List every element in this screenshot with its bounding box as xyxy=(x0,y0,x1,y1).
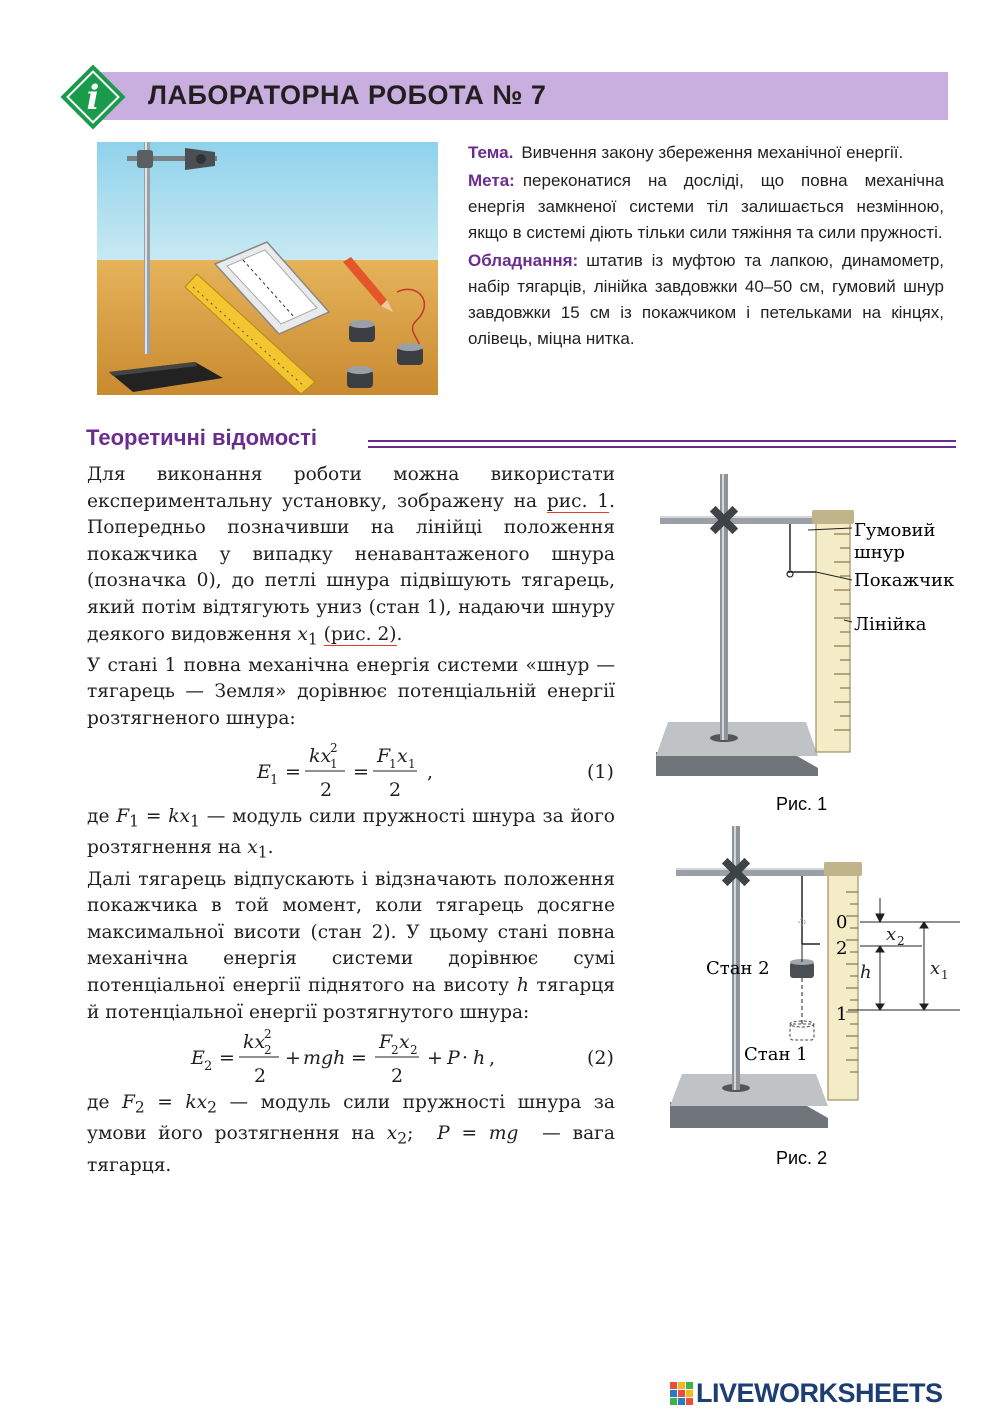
svg-text:,: , xyxy=(427,761,434,783)
svg-text:2: 2 xyxy=(389,779,402,801)
label-x1-sub: 1 xyxy=(941,968,949,982)
svg-text:=: = xyxy=(351,1047,367,1069)
label-state-1: Стан 1 xyxy=(744,1044,808,1065)
equipment-photo xyxy=(97,142,438,395)
svg-text:mgh: mgh xyxy=(303,1047,346,1069)
svg-text:1: 1 xyxy=(408,757,416,771)
equipment-paragraph xyxy=(468,248,944,352)
label-ruler: Лінійка xyxy=(854,614,927,635)
svg-text:2: 2 xyxy=(391,1065,404,1087)
body-text: тягарця й потенціальної енергії розтягнутого шнура: xyxy=(87,975,615,1023)
equation-1-number: (1) xyxy=(587,761,614,783)
figure-1-link[interactable]: рис. 1 xyxy=(546,490,610,512)
svg-text:+: + xyxy=(427,1047,443,1069)
figure-1 xyxy=(640,460,990,820)
body-text: де xyxy=(87,1092,110,1113)
svg-text:2: 2 xyxy=(264,1043,272,1057)
var-sub: 1 xyxy=(307,630,318,649)
figure-2-link[interactable]: (рис. 2) xyxy=(323,623,397,645)
equipment-text: штатив із муфтою та лапкою, динамометр, набір тягарців, лінійка завдовжки 40–50 см, гумовий шнур завдовжки 15 см із покажчиком і петельками на кінцях, олівець, міцна нитка. xyxy=(468,251,944,348)
label-rubber-cord: Гумовий xyxy=(854,520,936,541)
section-title: Теоретичні відомості xyxy=(86,425,317,450)
ruler-mark-1: 1 xyxy=(836,1004,848,1025)
equation-2-number: (2) xyxy=(587,1047,614,1069)
svg-text:2: 2 xyxy=(330,741,338,755)
svg-text:1: 1 xyxy=(270,773,279,788)
section-divider xyxy=(368,446,956,448)
badge-letter: i xyxy=(86,78,100,118)
svg-text:h: h xyxy=(473,1047,486,1069)
svg-text:kx: kx xyxy=(309,745,332,767)
svg-text:F: F xyxy=(377,745,391,767)
label-x2: x xyxy=(886,924,897,945)
svg-text:F: F xyxy=(379,1031,393,1053)
label-x1: x xyxy=(930,958,941,979)
label-h: h xyxy=(860,962,872,983)
figure-2 xyxy=(660,820,990,1180)
liveworksheets-watermark: LIVEWORKSHEETS xyxy=(696,1378,943,1408)
svg-text:x: x xyxy=(397,745,408,767)
svg-text:P: P xyxy=(447,1047,460,1069)
svg-text:2: 2 xyxy=(204,1059,213,1074)
svg-text:kx: kx xyxy=(243,1031,266,1053)
svg-text:,: , xyxy=(489,1047,496,1069)
page-title: ЛАБОРАТОРНА РОБОТА № 7 xyxy=(148,80,547,110)
var-x: x xyxy=(297,623,308,645)
svg-text:2: 2 xyxy=(410,1043,418,1057)
svg-text:1: 1 xyxy=(389,757,397,771)
body-text: . xyxy=(396,623,403,645)
equation-1 xyxy=(87,738,615,802)
svg-text:E: E xyxy=(257,761,271,783)
body-text: — модуль сили пружності шнура за умови його розтягнення на xyxy=(87,1092,616,1145)
svg-text:2: 2 xyxy=(264,1027,272,1041)
svg-text:·: · xyxy=(462,1047,469,1069)
info-badge-icon xyxy=(58,62,128,132)
svg-text:2: 2 xyxy=(391,1043,399,1057)
svg-text:=: = xyxy=(219,1047,235,1069)
body-text: — вага тягарця. xyxy=(87,1123,615,1176)
label-rubber-cord-2: шнур xyxy=(854,542,905,563)
label-x2-sub: 2 xyxy=(897,934,905,948)
body-text: . Попередньо позначивши на лінійці положення покажчика у випадку ненавантаженого шнура (позначка 0), до петлі шнура підвішують тягарець, який потім відтягують униз (стан 1), надаючи шнуру деякого видовження xyxy=(87,490,615,645)
body-paragraph-2: У стані 1 повна механічна енергія системи «шнур — тягарець — Земля» дорівнює потенціальній енергії розтягненого шнура: xyxy=(87,654,615,730)
svg-text:1: 1 xyxy=(330,757,338,771)
figure-1-caption: Рис. 1 xyxy=(776,794,828,814)
goal-paragraph xyxy=(468,168,944,246)
var-h: h xyxy=(516,975,529,996)
label-state-2: Стан 2 xyxy=(706,958,770,979)
svg-text:E: E xyxy=(191,1047,205,1069)
topic-label: Тема. xyxy=(468,143,514,162)
equipment-label: Обладнання: xyxy=(468,251,579,270)
label-pointer: Покажчик xyxy=(854,570,955,591)
figure-2-caption: Рис. 2 xyxy=(776,1148,828,1168)
svg-text:2: 2 xyxy=(254,1065,267,1087)
topic-paragraph xyxy=(468,140,944,166)
body-paragraph-4: Далі тягарець відпускають і відзначають положення покажчика в той момент, коли тягарець досягне максимальної висоти (стан 2). У цьому стані повна механічна енергія системи дорівнює сумі потенціальної енергії піднятого на висоту xyxy=(87,868,615,996)
body-paragraph-5: де $F_2 = kx_2$ — модуль сили пружності шнура за умови його розтягнення на $x_2$; P = mg — вага тягарця. xyxy=(87,1092,616,1176)
svg-text:=: = xyxy=(353,761,369,783)
liveworksheets-logo-icon xyxy=(668,1380,696,1408)
lab-description xyxy=(468,140,944,352)
body-paragraph-3: де $F_1 = kx_1$ — модуль сили пружності шнура за його розтягнення на $x_1$. Далі тягарець відпускають і відзначають положення покажчика в той момент, коли тягарець досягне максимальної висоти (стан 2). У цьому стані повна механічна енергія системи дорівнює сумі потенціальної енергії піднятого на висоту h тягарця й потенціальної енергії розтягнутого шнура: xyxy=(87,806,616,1023)
topic-text: Вивчення закону збереження механічної енергії. xyxy=(521,143,904,162)
body-text: де xyxy=(87,806,110,827)
section-divider xyxy=(368,440,956,442)
svg-text:x: x xyxy=(399,1031,410,1053)
body-text: Для виконання роботи можна використати експериментальну установку, зображену на xyxy=(87,464,615,512)
goal-label: Мета: xyxy=(468,171,515,190)
equation-2 xyxy=(87,1024,615,1088)
svg-text:2: 2 xyxy=(320,779,333,801)
svg-text:+: + xyxy=(285,1047,301,1069)
goal-text: переконатися на досліді, що повна механічна енергія замкненої системи тіл залишається незмінною, якщо в системі діють тільки сили тяжіння та сили пружності. xyxy=(468,171,944,242)
body-text: — модуль сили пружності шнура за його розтягнення на xyxy=(87,806,616,859)
body-paragraph-1 xyxy=(87,462,615,733)
svg-text:=: = xyxy=(285,761,301,783)
ruler-mark-0: 0 xyxy=(836,912,848,933)
ruler-mark-2: 2 xyxy=(836,938,848,959)
